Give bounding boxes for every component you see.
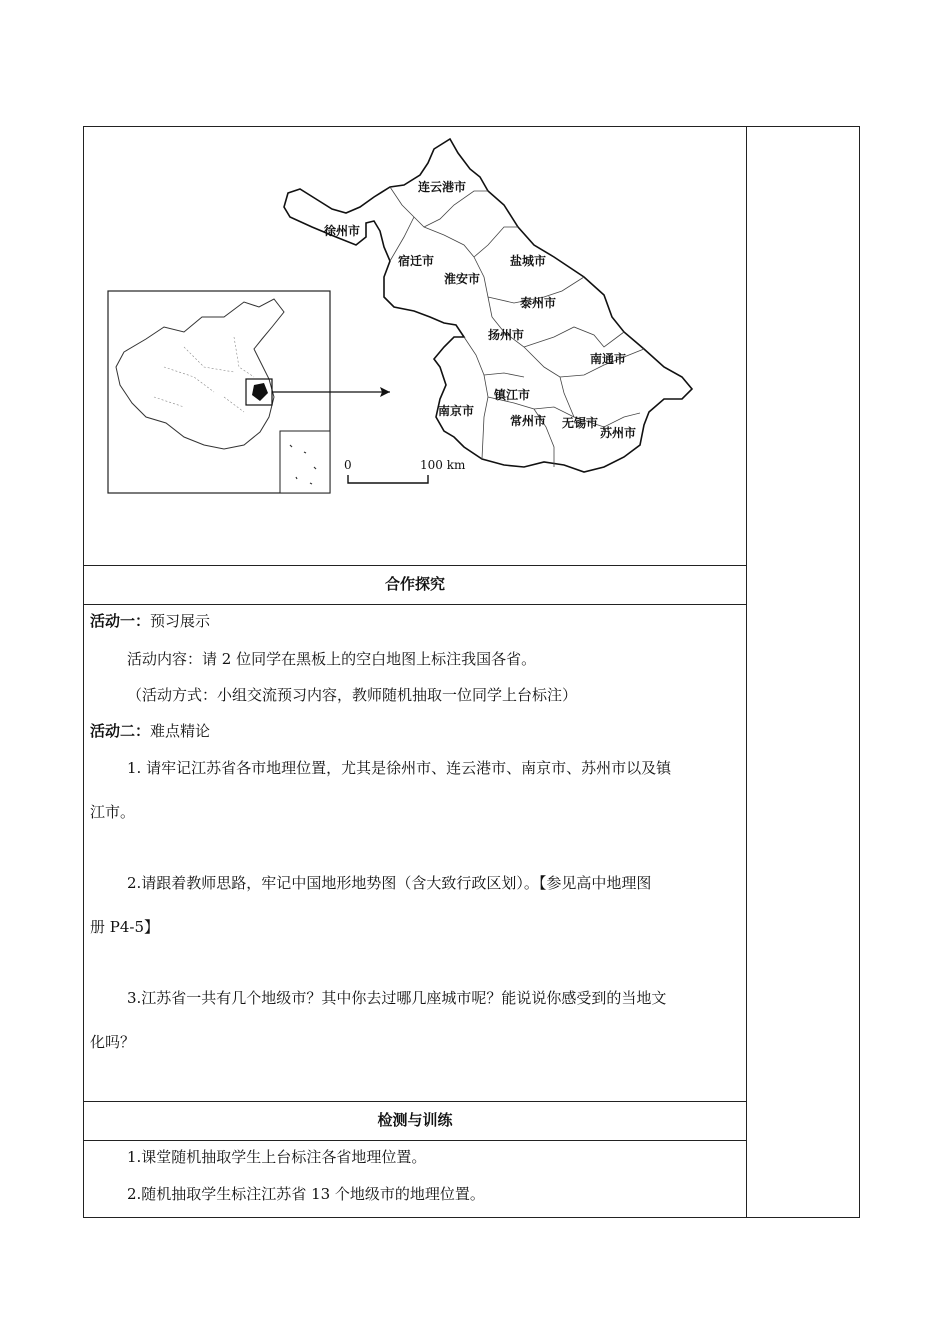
section-title-cooperative: 合作探究 (384, 575, 445, 593)
jiangsu-outline (284, 139, 692, 472)
map-label-huaian: 淮安市 (444, 272, 481, 286)
scale-label: 100 km (420, 458, 466, 472)
map-label-nanjing: 南京市 (438, 404, 475, 418)
activity1-method: （活动方式：小组交流预习内容，教师随机抽取一位同学上台标注） (127, 686, 578, 704)
item1-line1: 1. 请牢记江苏省各市地理位置，尤其是徐州市、连云港市、南京市、苏州市以及镇 (127, 759, 672, 777)
item3-line2: 化吗？ (90, 1033, 136, 1051)
test-item2: 2.随机抽取学生标注江苏省 13 个地级市的地理位置。 (127, 1185, 485, 1203)
section-title-testing: 检测与训练 (377, 1111, 453, 1129)
item2-line2: 册 P4-5】 (90, 918, 160, 936)
test-item1: 1.课堂随机抽取学生上台标注各省地理位置。 (127, 1148, 427, 1166)
lesson-table (83, 126, 860, 1218)
item2-line1: 2.请跟着教师思路，牢记中国地形地势图（含大致行政区划）。【参见高中地理图 (127, 874, 652, 892)
activity2-heading (90, 720, 210, 741)
activity1-heading (90, 610, 210, 631)
map-label-yangzhou: 扬州市 (488, 328, 525, 342)
map-label-xuzhou: 徐州市 (324, 224, 361, 238)
map-label-zhenjiang: 镇江市 (494, 388, 531, 402)
divider (84, 1101, 746, 1102)
item1-line2: 江市。 (90, 803, 136, 821)
scale-bar (348, 475, 428, 483)
map-label-changzhou: 常州市 (510, 414, 547, 428)
activity2-name: 难点精论 (150, 722, 211, 740)
side-column-divider (746, 127, 747, 1217)
activity1-name: 预习展示 (150, 612, 211, 630)
map-label-yancheng: 盐城市 (510, 254, 547, 268)
south-sea-inset (280, 431, 330, 493)
activity2-label: 活动二： (90, 722, 151, 740)
map-label-wuxi: 无锡市 (562, 416, 599, 430)
divider (84, 1140, 746, 1141)
activity1-content: 活动内容：请 2 位同学在黑板上的空白地图上标注我国各省。 (127, 650, 537, 668)
scale-zero: 0 (344, 458, 352, 472)
divider (84, 565, 746, 566)
map-label-suzhou: 苏州市 (600, 426, 637, 440)
map-label-taizhou: 泰州市 (520, 296, 557, 310)
map-label-nantong: 南通市 (590, 352, 627, 366)
jiangsu-map-figure (84, 127, 746, 565)
divider (84, 604, 746, 605)
activity1-label: 活动一： (90, 612, 151, 630)
map-label-lianyungang: 连云港市 (418, 180, 467, 194)
item3-line1: 3.江苏省一共有几个地级市？其中你去过哪几座城市呢？能说说你感受到的当地文 (127, 989, 667, 1007)
map-label-suqian: 宿迁市 (398, 254, 435, 268)
